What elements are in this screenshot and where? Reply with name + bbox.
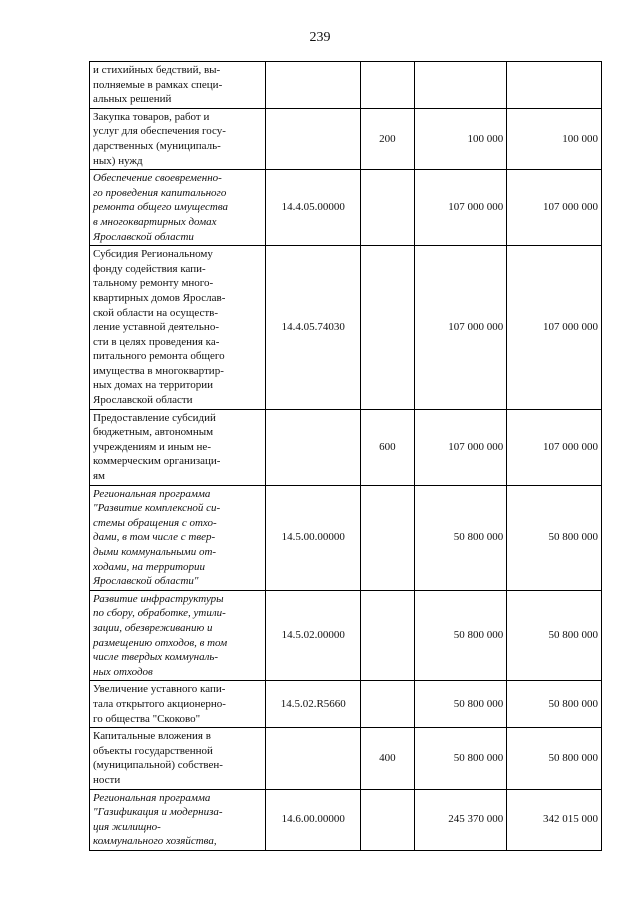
target-code-cell: 14.5.02.R5660 [266, 681, 361, 728]
item-name-cell: Капитальные вложения в объекты государственной (муниципальной) собствен- ности [90, 728, 266, 789]
amount-year-2-cell [507, 62, 602, 109]
table-row [90, 485, 602, 590]
expense-type-cell: 600 [361, 409, 414, 485]
expense-type-cell: 400 [361, 728, 414, 789]
amount-year-2-cell: 107 000 000 [507, 246, 602, 410]
table-row [90, 789, 602, 850]
amount-year-1-cell [414, 62, 507, 109]
amount-year-1-cell: 50 800 000 [414, 728, 507, 789]
item-name-cell: Субсидия Региональному фонду содействия капи- тальному ремонту много- квартирных домов Ярослав- ской области на осуществ- ление уставной деятельно- сти в целях проведения ка- питального ремонта общего имущества в многоквартир- ных домах на территории Ярославской области [90, 246, 266, 410]
expense-type-cell [361, 246, 414, 410]
target-code-cell [266, 409, 361, 485]
target-code-cell [266, 728, 361, 789]
amount-year-1-cell: 50 800 000 [414, 590, 507, 681]
target-code-cell: 14.5.02.00000 [266, 590, 361, 681]
expense-type-cell [361, 62, 414, 109]
table-row [90, 108, 602, 169]
amount-year-1-cell: 245 370 000 [414, 789, 507, 850]
expense-type-cell [361, 485, 414, 590]
amount-year-2-cell: 107 000 000 [507, 409, 602, 485]
expense-type-cell: 200 [361, 108, 414, 169]
page-number: 239 [309, 30, 331, 45]
amount-year-1-cell: 107 000 000 [414, 409, 507, 485]
item-name-cell: Развитие инфраструктуры по сбору, обработке, утили- зации, обезвреживанию и размещению отходов, в том числе твердых коммуналь- ных отходов [90, 590, 266, 681]
amount-year-1-cell: 107 000 000 [414, 246, 507, 410]
budget-table [89, 61, 602, 851]
amount-year-2-cell: 50 800 000 [507, 485, 602, 590]
item-name-cell: Увеличение уставного капи- тала открытого акционерно- го общества "Скоково" [90, 681, 266, 728]
amount-year-2-cell: 50 800 000 [507, 728, 602, 789]
target-code-cell [266, 108, 361, 169]
amount-year-1-cell: 107 000 000 [414, 170, 507, 246]
table-row [90, 681, 602, 728]
target-code-cell: 14.5.00.00000 [266, 485, 361, 590]
target-code-cell: 14.6.00.00000 [266, 789, 361, 850]
table-row [90, 409, 602, 485]
expense-type-cell [361, 170, 414, 246]
budget-table-body [90, 62, 602, 851]
amount-year-1-cell: 50 800 000 [414, 485, 507, 590]
expense-type-cell [361, 681, 414, 728]
amount-year-2-cell: 342 015 000 [507, 789, 602, 850]
table-row [90, 62, 602, 109]
table-row [90, 170, 602, 246]
amount-year-2-cell: 100 000 [507, 108, 602, 169]
item-name-cell: Закупка товаров, работ и услуг для обеспечения госу- дарственных (муниципаль- ных) нужд [90, 108, 266, 169]
item-name-cell: Обеспечение своевременно- го проведения капитального ремонта общего имущества в многоквартирных домах Ярославской области [90, 170, 266, 246]
amount-year-1-cell: 100 000 [414, 108, 507, 169]
amount-year-2-cell: 50 800 000 [507, 590, 602, 681]
expense-type-cell [361, 590, 414, 681]
table-row [90, 590, 602, 681]
amount-year-2-cell: 107 000 000 [507, 170, 602, 246]
amount-year-1-cell: 50 800 000 [414, 681, 507, 728]
amount-year-2-cell: 50 800 000 [507, 681, 602, 728]
item-name-cell: и стихийных бедствий, вы- полняемые в рамках специ- альных решений [90, 62, 266, 109]
table-row [90, 246, 602, 410]
item-name-cell: Региональная программа "Развитие комплексной си- стемы обращения с отхо- дами, в том числе с твер- дыми коммунальными от- ходами, на территории Ярославской области" [90, 485, 266, 590]
item-name-cell: Предоставление субсидий бюджетным, автономным учреждениям и иным не- коммерческим организаци- ям [90, 409, 266, 485]
item-name-cell: Региональная программа "Газификация и модерниза- ция жилищно- коммунального хозяйства, [90, 789, 266, 850]
expense-type-cell [361, 789, 414, 850]
table-row [90, 728, 602, 789]
target-code-cell: 14.4.05.00000 [266, 170, 361, 246]
target-code-cell: 14.4.05.74030 [266, 246, 361, 410]
target-code-cell [266, 62, 361, 109]
